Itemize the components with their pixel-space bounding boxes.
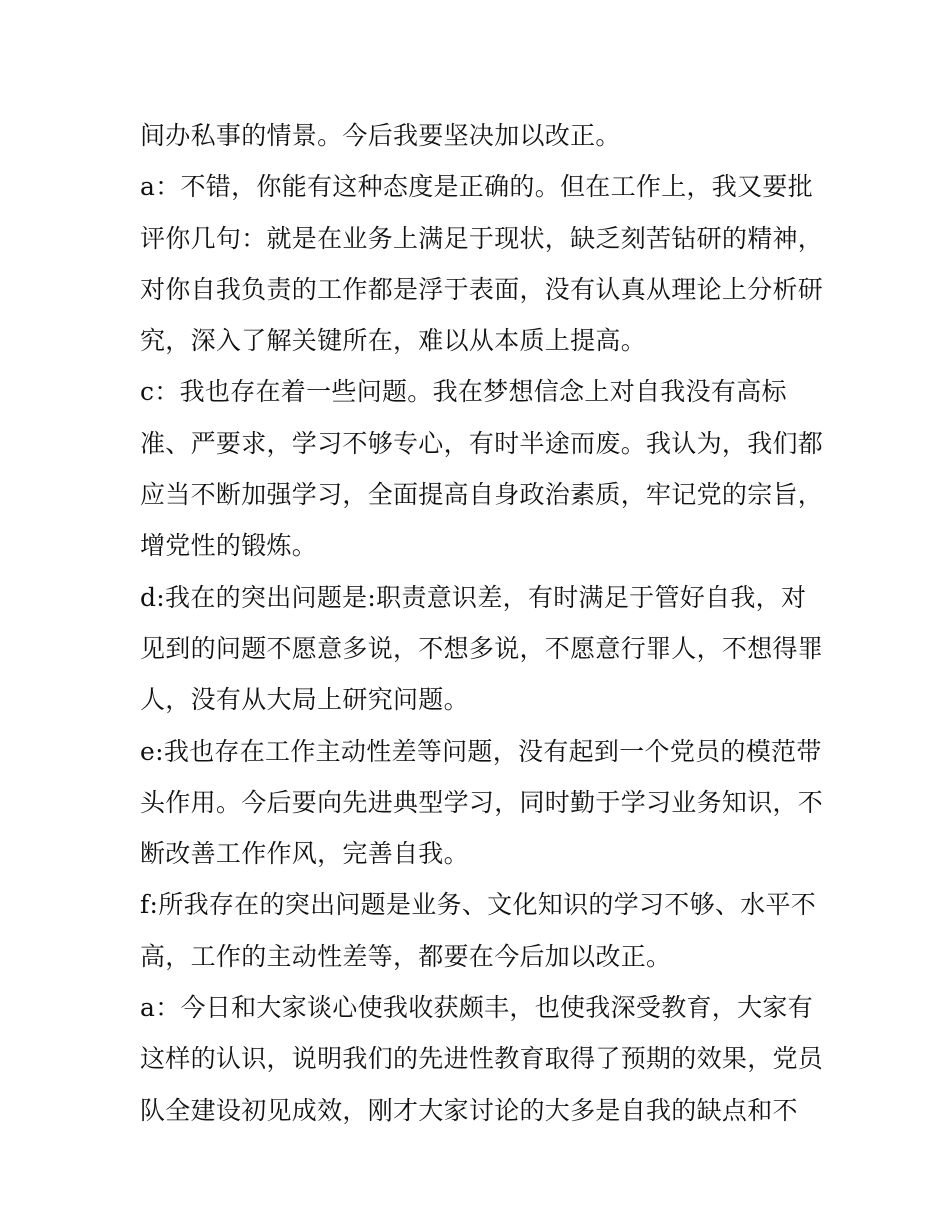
text-line: d:我在的突出问题是:职责意识差，有时满足于管好自我，对 (140, 582, 807, 612)
text-line: 队全建设初见成效，刚才大家讨论的大多是自我的缺点和不 (140, 1095, 798, 1125)
text-line: 高，工作的主动性差等，都要在今后加以改正。 (140, 941, 672, 971)
text-line: 增党性的锻炼。 (140, 531, 318, 561)
text-line: 准、严要求，学习不够专心，有时半途而废。我认为，我们都 (140, 428, 824, 458)
text-line: 评你几句：就是在业务上满足于现状，缺乏刻苦钻研的精神， (140, 223, 824, 253)
text-line: 间办私事的情景。今后我要坚决加以改正。 (140, 121, 621, 150)
text-line: 对你自我负责的工作都是浮于表面，没有认真从理论上分析研 (140, 274, 824, 304)
text-line: 断改善工作作风，完善自我。 (140, 839, 469, 869)
text-line: 头作用。今后要向先进典型学习，同时勤于学习业务知识，不 (140, 787, 824, 817)
document-body (140, 110, 824, 1136)
text-line: c：我也存在着一些问题。我在梦想信念上对自我没有高标 (140, 377, 787, 407)
text-line: 这样的认识，说明我们的先进性教育取得了预期的效果，党员 (140, 1044, 824, 1074)
text-line: 究，深入了解关键所在，难以从本质上提高。 (140, 326, 647, 356)
text-line: e:我也存在工作主动性差等问题，没有起到一个党员的模范带 (140, 736, 822, 766)
text-line: 人，没有从大局上研究问题。 (140, 685, 469, 715)
text-line: f:所我存在的突出问题是业务、文化知识的学习不够、水平不 (140, 890, 817, 920)
text-line: a：不错，你能有这种态度是正确的。但在工作上，我又要批 (140, 172, 814, 202)
text-line: 应当不断加强学习，全面提高自身政治素质，牢记党的宗旨， (140, 480, 824, 510)
text-line: 见到的问题不愿意多说，不想多说，不愿意行罪人，不想得罪 (140, 633, 824, 663)
text-line: a：今日和大家谈心使我收获颇丰，也使我深受教育，大家有 (140, 993, 814, 1023)
